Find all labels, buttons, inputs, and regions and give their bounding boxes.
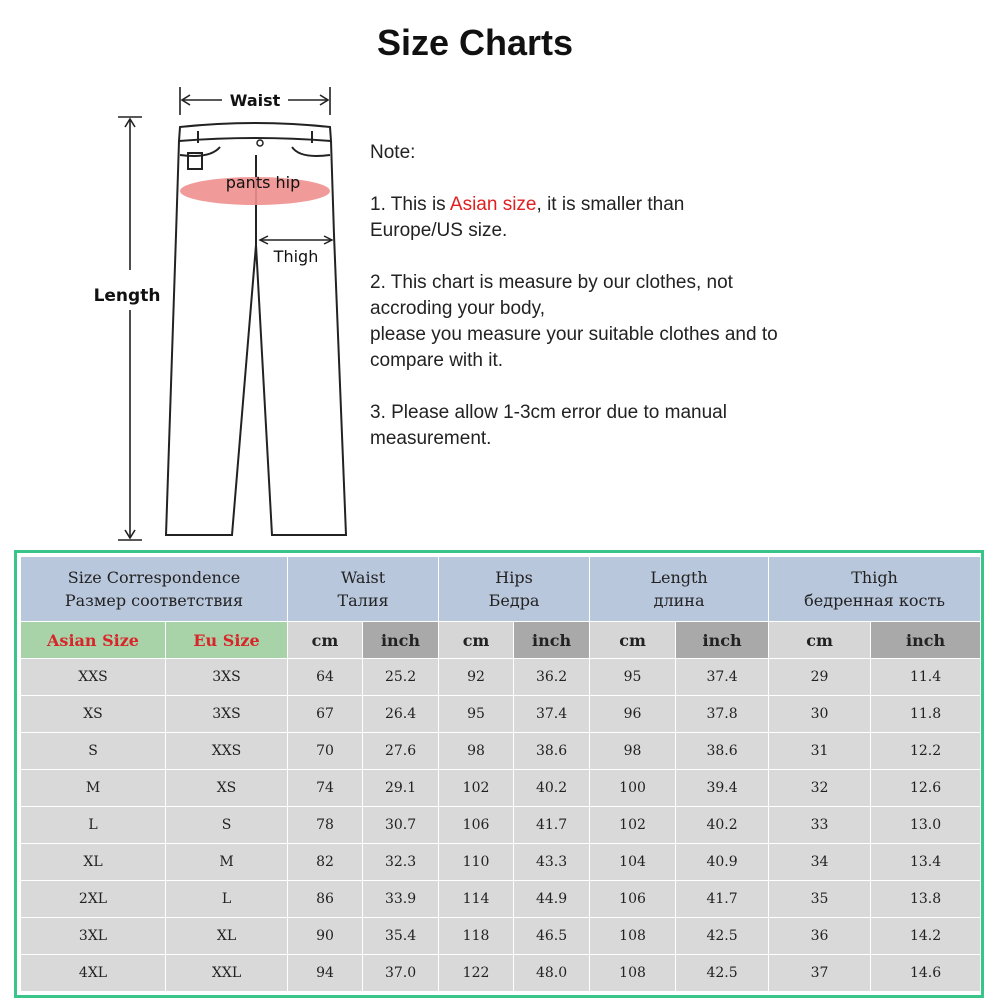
table-cell: 108 <box>590 918 676 955</box>
table-cell: 110 <box>439 844 514 881</box>
table-cell: 38.6 <box>676 733 769 770</box>
table-cell: 40.2 <box>514 770 590 807</box>
header-thigh: Thigh бедренная кость <box>769 557 981 622</box>
header-length: Length длина <box>590 557 769 622</box>
subheader-asian-size: Asian Size <box>21 622 166 659</box>
table-cell: 64 <box>288 659 363 696</box>
table-cell: XXS <box>166 733 288 770</box>
table-cell: 38.6 <box>514 733 590 770</box>
table-cell: 29 <box>769 659 871 696</box>
table-cell: 3XL <box>21 918 166 955</box>
table-cell: XS <box>166 770 288 807</box>
table-cell: 36.2 <box>514 659 590 696</box>
table-cell: 2XL <box>21 881 166 918</box>
note-3: 3. Please allow 1-3cm error due to manual measurement. <box>370 402 727 449</box>
table-row <box>21 770 981 807</box>
table-cell: 30.7 <box>363 807 439 844</box>
pants-hip-label: pants hip <box>225 173 301 192</box>
table-row <box>21 881 981 918</box>
table-cell: 39.4 <box>676 770 769 807</box>
table-cell: 26.4 <box>363 696 439 733</box>
table-cell: 40.9 <box>676 844 769 881</box>
table-cell: 33.9 <box>363 881 439 918</box>
size-table-body <box>21 659 981 992</box>
header-waist: Waist Талия <box>288 557 439 622</box>
table-row <box>21 659 981 696</box>
table-cell: 82 <box>288 844 363 881</box>
notes-block <box>370 140 890 478</box>
table-cell: 12.6 <box>871 770 981 807</box>
table-cell: 95 <box>439 696 514 733</box>
table-cell: 44.9 <box>514 881 590 918</box>
asian-size-highlight: Asian size <box>449 194 537 215</box>
header-hips: Hips Бедра <box>439 557 590 622</box>
table-cell: XL <box>166 918 288 955</box>
table-cell: 3XS <box>166 659 288 696</box>
table-row <box>21 955 981 992</box>
subheader-hips-cm: cm <box>439 622 514 659</box>
table-cell: 25.2 <box>363 659 439 696</box>
note-heading: Note: <box>370 142 416 163</box>
table-cell: 92 <box>439 659 514 696</box>
length-arrow <box>118 117 142 540</box>
table-cell: 67 <box>288 696 363 733</box>
subheader-waist-inch: inch <box>363 622 439 659</box>
table-cell: 90 <box>288 918 363 955</box>
table-cell: 48.0 <box>514 955 590 992</box>
table-cell: 95 <box>590 659 676 696</box>
table-cell: 4XL <box>21 955 166 992</box>
table-cell: L <box>21 807 166 844</box>
table-cell: S <box>166 807 288 844</box>
page-title: Size Charts <box>376 22 574 63</box>
table-cell: 37.8 <box>676 696 769 733</box>
table-cell: 106 <box>590 881 676 918</box>
table-cell: S <box>21 733 166 770</box>
table-cell: 96 <box>590 696 676 733</box>
size-table-frame <box>14 550 984 998</box>
table-cell: 42.5 <box>676 918 769 955</box>
table-cell: XS <box>21 696 166 733</box>
thigh-label: Thigh <box>273 247 319 266</box>
subheader-waist-cm: cm <box>288 622 363 659</box>
size-table <box>20 556 981 992</box>
table-cell: 34 <box>769 844 871 881</box>
subheader-thigh-inch: inch <box>871 622 981 659</box>
table-row <box>21 733 981 770</box>
subheader-length-cm: cm <box>590 622 676 659</box>
table-row <box>21 696 981 733</box>
table-row <box>21 807 981 844</box>
table-cell: 37.4 <box>676 659 769 696</box>
table-row <box>21 844 981 881</box>
table-cell: 41.7 <box>676 881 769 918</box>
table-cell: XXS <box>21 659 166 696</box>
table-cell: 30 <box>769 696 871 733</box>
table-cell: 43.3 <box>514 844 590 881</box>
table-cell: M <box>21 770 166 807</box>
table-cell: 114 <box>439 881 514 918</box>
table-cell: 27.6 <box>363 733 439 770</box>
subheader-length-inch: inch <box>676 622 769 659</box>
table-cell: 14.6 <box>871 955 981 992</box>
table-cell: 40.2 <box>676 807 769 844</box>
table-cell: 102 <box>439 770 514 807</box>
note-1: 1. This is Asian size, it is smaller than Europe/US size. <box>370 194 685 241</box>
table-cell: M <box>166 844 288 881</box>
thigh-arrow <box>260 236 332 244</box>
table-cell: 36 <box>769 918 871 955</box>
pants-measurement-diagram <box>80 75 360 545</box>
table-cell: 86 <box>288 881 363 918</box>
table-cell: 31 <box>769 733 871 770</box>
table-cell: 11.4 <box>871 659 981 696</box>
table-cell: 35.4 <box>363 918 439 955</box>
table-cell: 94 <box>288 955 363 992</box>
subheader-eu-size: Eu Size <box>166 622 288 659</box>
table-cell: 102 <box>590 807 676 844</box>
table-cell: 78 <box>288 807 363 844</box>
table-cell: 100 <box>590 770 676 807</box>
table-cell: 13.0 <box>871 807 981 844</box>
subheader-thigh-cm: cm <box>769 622 871 659</box>
sub-header-row <box>21 622 981 659</box>
button-icon <box>257 140 263 146</box>
table-cell: 13.4 <box>871 844 981 881</box>
table-cell: 13.8 <box>871 881 981 918</box>
table-cell: 12.2 <box>871 733 981 770</box>
table-cell: XL <box>21 844 166 881</box>
table-cell: 41.7 <box>514 807 590 844</box>
table-cell: 98 <box>590 733 676 770</box>
table-cell: 32.3 <box>363 844 439 881</box>
table-cell: 104 <box>590 844 676 881</box>
table-cell: XXL <box>166 955 288 992</box>
note-2: 2. This chart is measure by our clothes, not accroding your body, please you measure your suitable clothes and to compare with it. <box>370 272 778 371</box>
table-cell: 33 <box>769 807 871 844</box>
table-cell: L <box>166 881 288 918</box>
table-cell: 70 <box>288 733 363 770</box>
table-cell: 37.4 <box>514 696 590 733</box>
length-label: Length <box>93 286 161 306</box>
subheader-hips-inch: inch <box>514 622 590 659</box>
table-cell: 3XS <box>166 696 288 733</box>
header-size-correspondence: Size Correspondence Размер соответствия <box>21 557 288 622</box>
table-cell: 122 <box>439 955 514 992</box>
table-cell: 46.5 <box>514 918 590 955</box>
table-cell: 42.5 <box>676 955 769 992</box>
table-cell: 32 <box>769 770 871 807</box>
table-row <box>21 918 981 955</box>
table-cell: 106 <box>439 807 514 844</box>
table-cell: 118 <box>439 918 514 955</box>
table-cell: 35 <box>769 881 871 918</box>
table-cell: 37.0 <box>363 955 439 992</box>
table-cell: 29.1 <box>363 770 439 807</box>
table-cell: 37 <box>769 955 871 992</box>
table-cell: 98 <box>439 733 514 770</box>
waist-label: Waist <box>229 91 281 110</box>
table-cell: 74 <box>288 770 363 807</box>
table-cell: 11.8 <box>871 696 981 733</box>
table-cell: 14.2 <box>871 918 981 955</box>
table-cell: 108 <box>590 955 676 992</box>
